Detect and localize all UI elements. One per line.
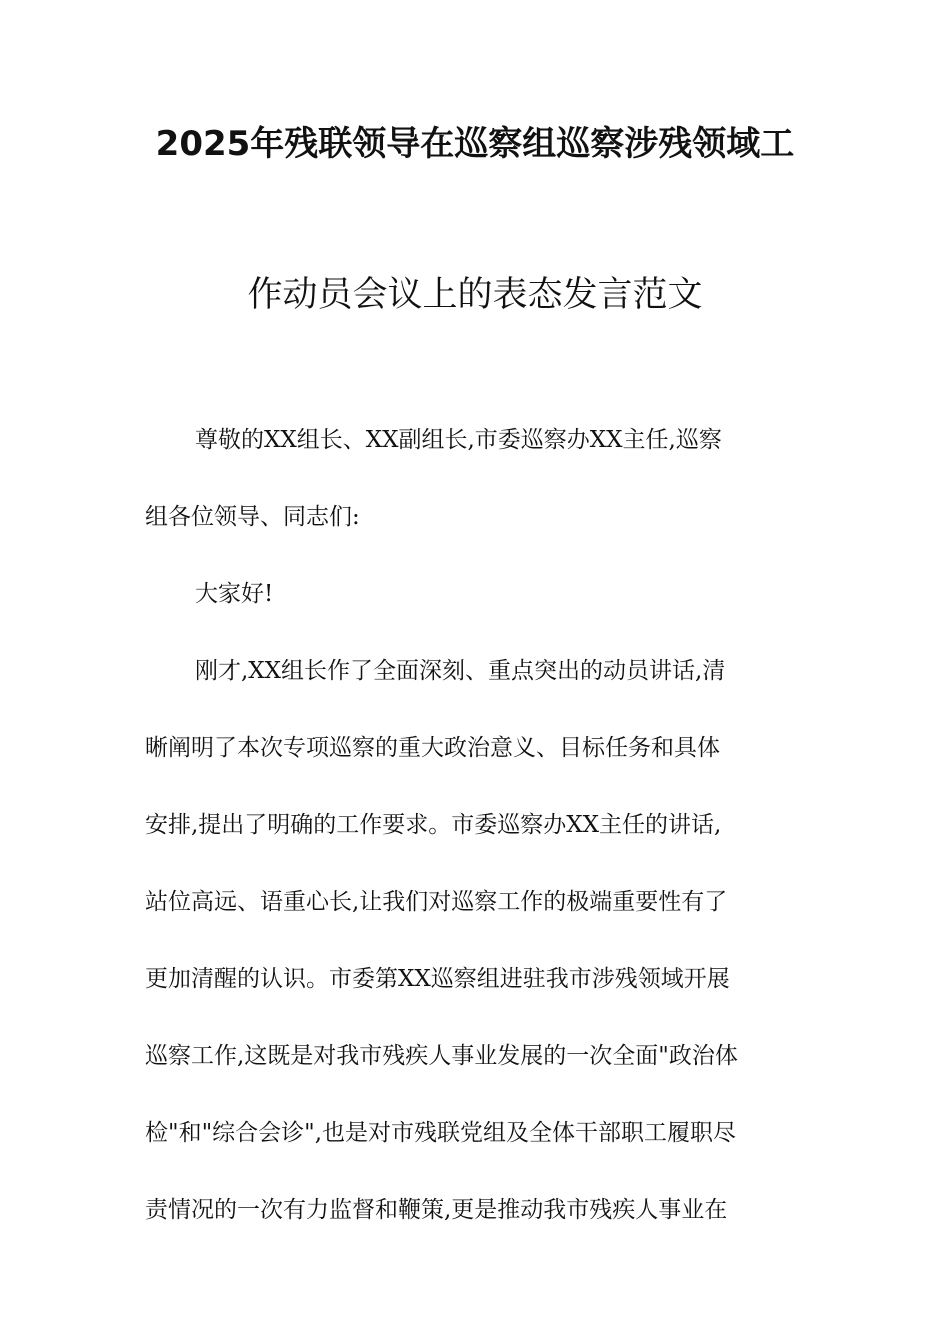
body-line-paragraph: 站位高远、语重心长,让我们对巡察工作的极端重要性有了 [145,889,728,915]
body-line-paragraph: 安排,提出了明确的工作要求。市委巡察办XX主任的讲话, [145,812,722,838]
body-line-greeting: 大家好! [195,581,274,607]
body-line-paragraph: 检"和"综合会诊",也是对市残联党组及全体干部职工履职尽 [145,1120,737,1146]
document-title-line-1: 2025年残联领导在巡察组巡察涉残领域工 [155,124,795,164]
document-title-line-2: 作动员会议上的表态发言范文 [247,275,703,315]
body-line-paragraph: 责情况的一次有力监督和鞭策,更是推动我市残疾人事业在 [145,1197,728,1223]
body-line-paragraph: 更加清醒的认识。市委第XX巡察组进驻我市涉残领域开展 [145,966,730,992]
body-line-paragraph: 巡察工作,这既是对我市残疾人事业发展的一次全面"政治体 [145,1043,738,1069]
document-body [145,415,805,1262]
body-line-salutation-2: 组各位领导、同志们: [145,504,360,530]
body-line-paragraph: 刚才,XX组长作了全面深刻、重点突出的动员讲话,清 [195,658,726,684]
body-line-salutation-1: 尊敬的XX组长、XX副组长,市委巡察办XX主任,巡察 [195,427,722,453]
body-line-paragraph: 晰阐明了本次专项巡察的重大政治意义、目标任务和具体 [145,735,720,761]
